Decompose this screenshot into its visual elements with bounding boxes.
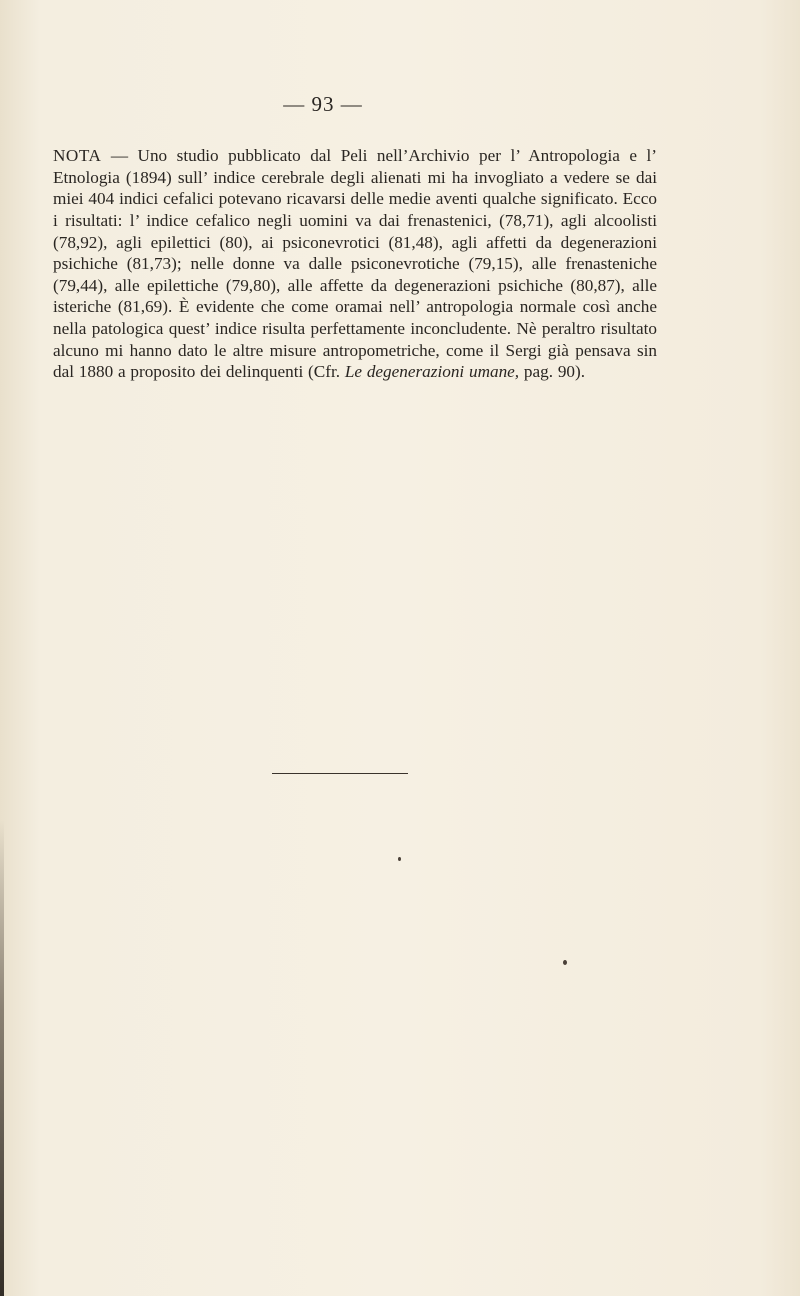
- footnote-paragraph: [53, 145, 657, 383]
- note-body: — Uno studio pubblicato dal Peli nell’Archivio per l’ Antropologia e l’ Etnologia (1894) sull’ indice cerebrale degli alienati mi ha invogliato a vedere se dai miei 404 indici cefalici potevano ricavarsi delle medie aventi qualche significato. Ecco i risultati: l’ indice cefalico negli uomini va dai frenastenici, (78,71), agli alcoolisti (78,92), agli epilettici (80), ai psiconevrotici (81,48), agli affetti da degenerazioni psichiche (81,73); nelle donne va dalle psiconevrotiche (79,15), alle frenasteniche (79,44), alle epilettiche (79,80), alle affette da degenerazioni psichiche (80,87), alle isteriche (81,69). È evidente che come oramai nell’ antropologia normale così anche nella patologica quest’ indice risulta perfettamente inconcludente. Nè peraltro risultato alcuno mi hanno dato le altre misure antropometriche, come il Sergi già pensava sin dal 1880 a proposito dei delinquenti (Cfr.: [53, 146, 657, 382]
- page-number: — 93 —: [283, 92, 363, 116]
- reference-title-italic: Le degenerazioni umane,: [344, 362, 520, 382]
- reference-title: [345, 362, 519, 381]
- note-label: NOTA: [53, 146, 102, 166]
- ink-speck: [398, 857, 401, 861]
- page-edge-shadow: [0, 820, 4, 1296]
- ink-speck: [563, 960, 567, 965]
- reference-tail: pag. 90).: [519, 362, 586, 382]
- end-rule: [272, 773, 408, 774]
